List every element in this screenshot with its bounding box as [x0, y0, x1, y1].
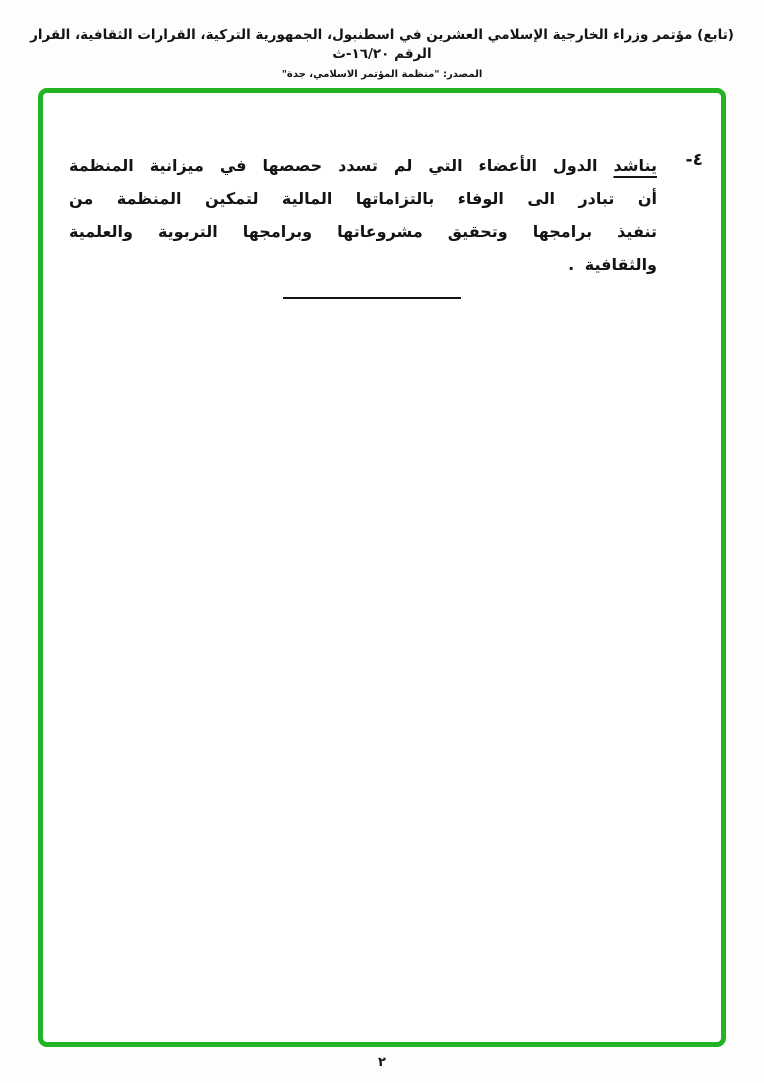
resolution-item-4 [43, 93, 721, 281]
text-line-1 [69, 149, 657, 182]
text-line-3: تنفيذ برامجها وتحقيق مشروعاتها وبرامجها التربوية والعلمية [69, 222, 657, 241]
text-line-1-rest: الدول الأعضاء التي لم تسدد حصصها في ميزانية المنظمة [69, 156, 614, 175]
header-title: (تابع) مؤتمر وزراء الخارجية الإسلامي العشرين في اسطنبول، الجمهورية التركية، القرارات الثقافية، القرار الرقم ١٦/٢٠-ث [30, 27, 734, 62]
section-divider [283, 297, 461, 299]
header-source-line: المصدر: "منظمة المؤتمر الاسلامي، جدة" [281, 68, 483, 80]
item-text [69, 149, 657, 281]
underlined-word: يناشد [613, 156, 657, 175]
text-line-2: أن تبادر الى الوفاء بالتزاماتها المالية لتمكين المنظمة من [69, 189, 657, 208]
page-header [0, 0, 764, 80]
text-line-4: والثقافية . [568, 255, 657, 274]
page-number: ٢ [378, 1055, 386, 1070]
item-number: ٤- [685, 150, 703, 170]
green-border-frame [38, 88, 726, 1047]
